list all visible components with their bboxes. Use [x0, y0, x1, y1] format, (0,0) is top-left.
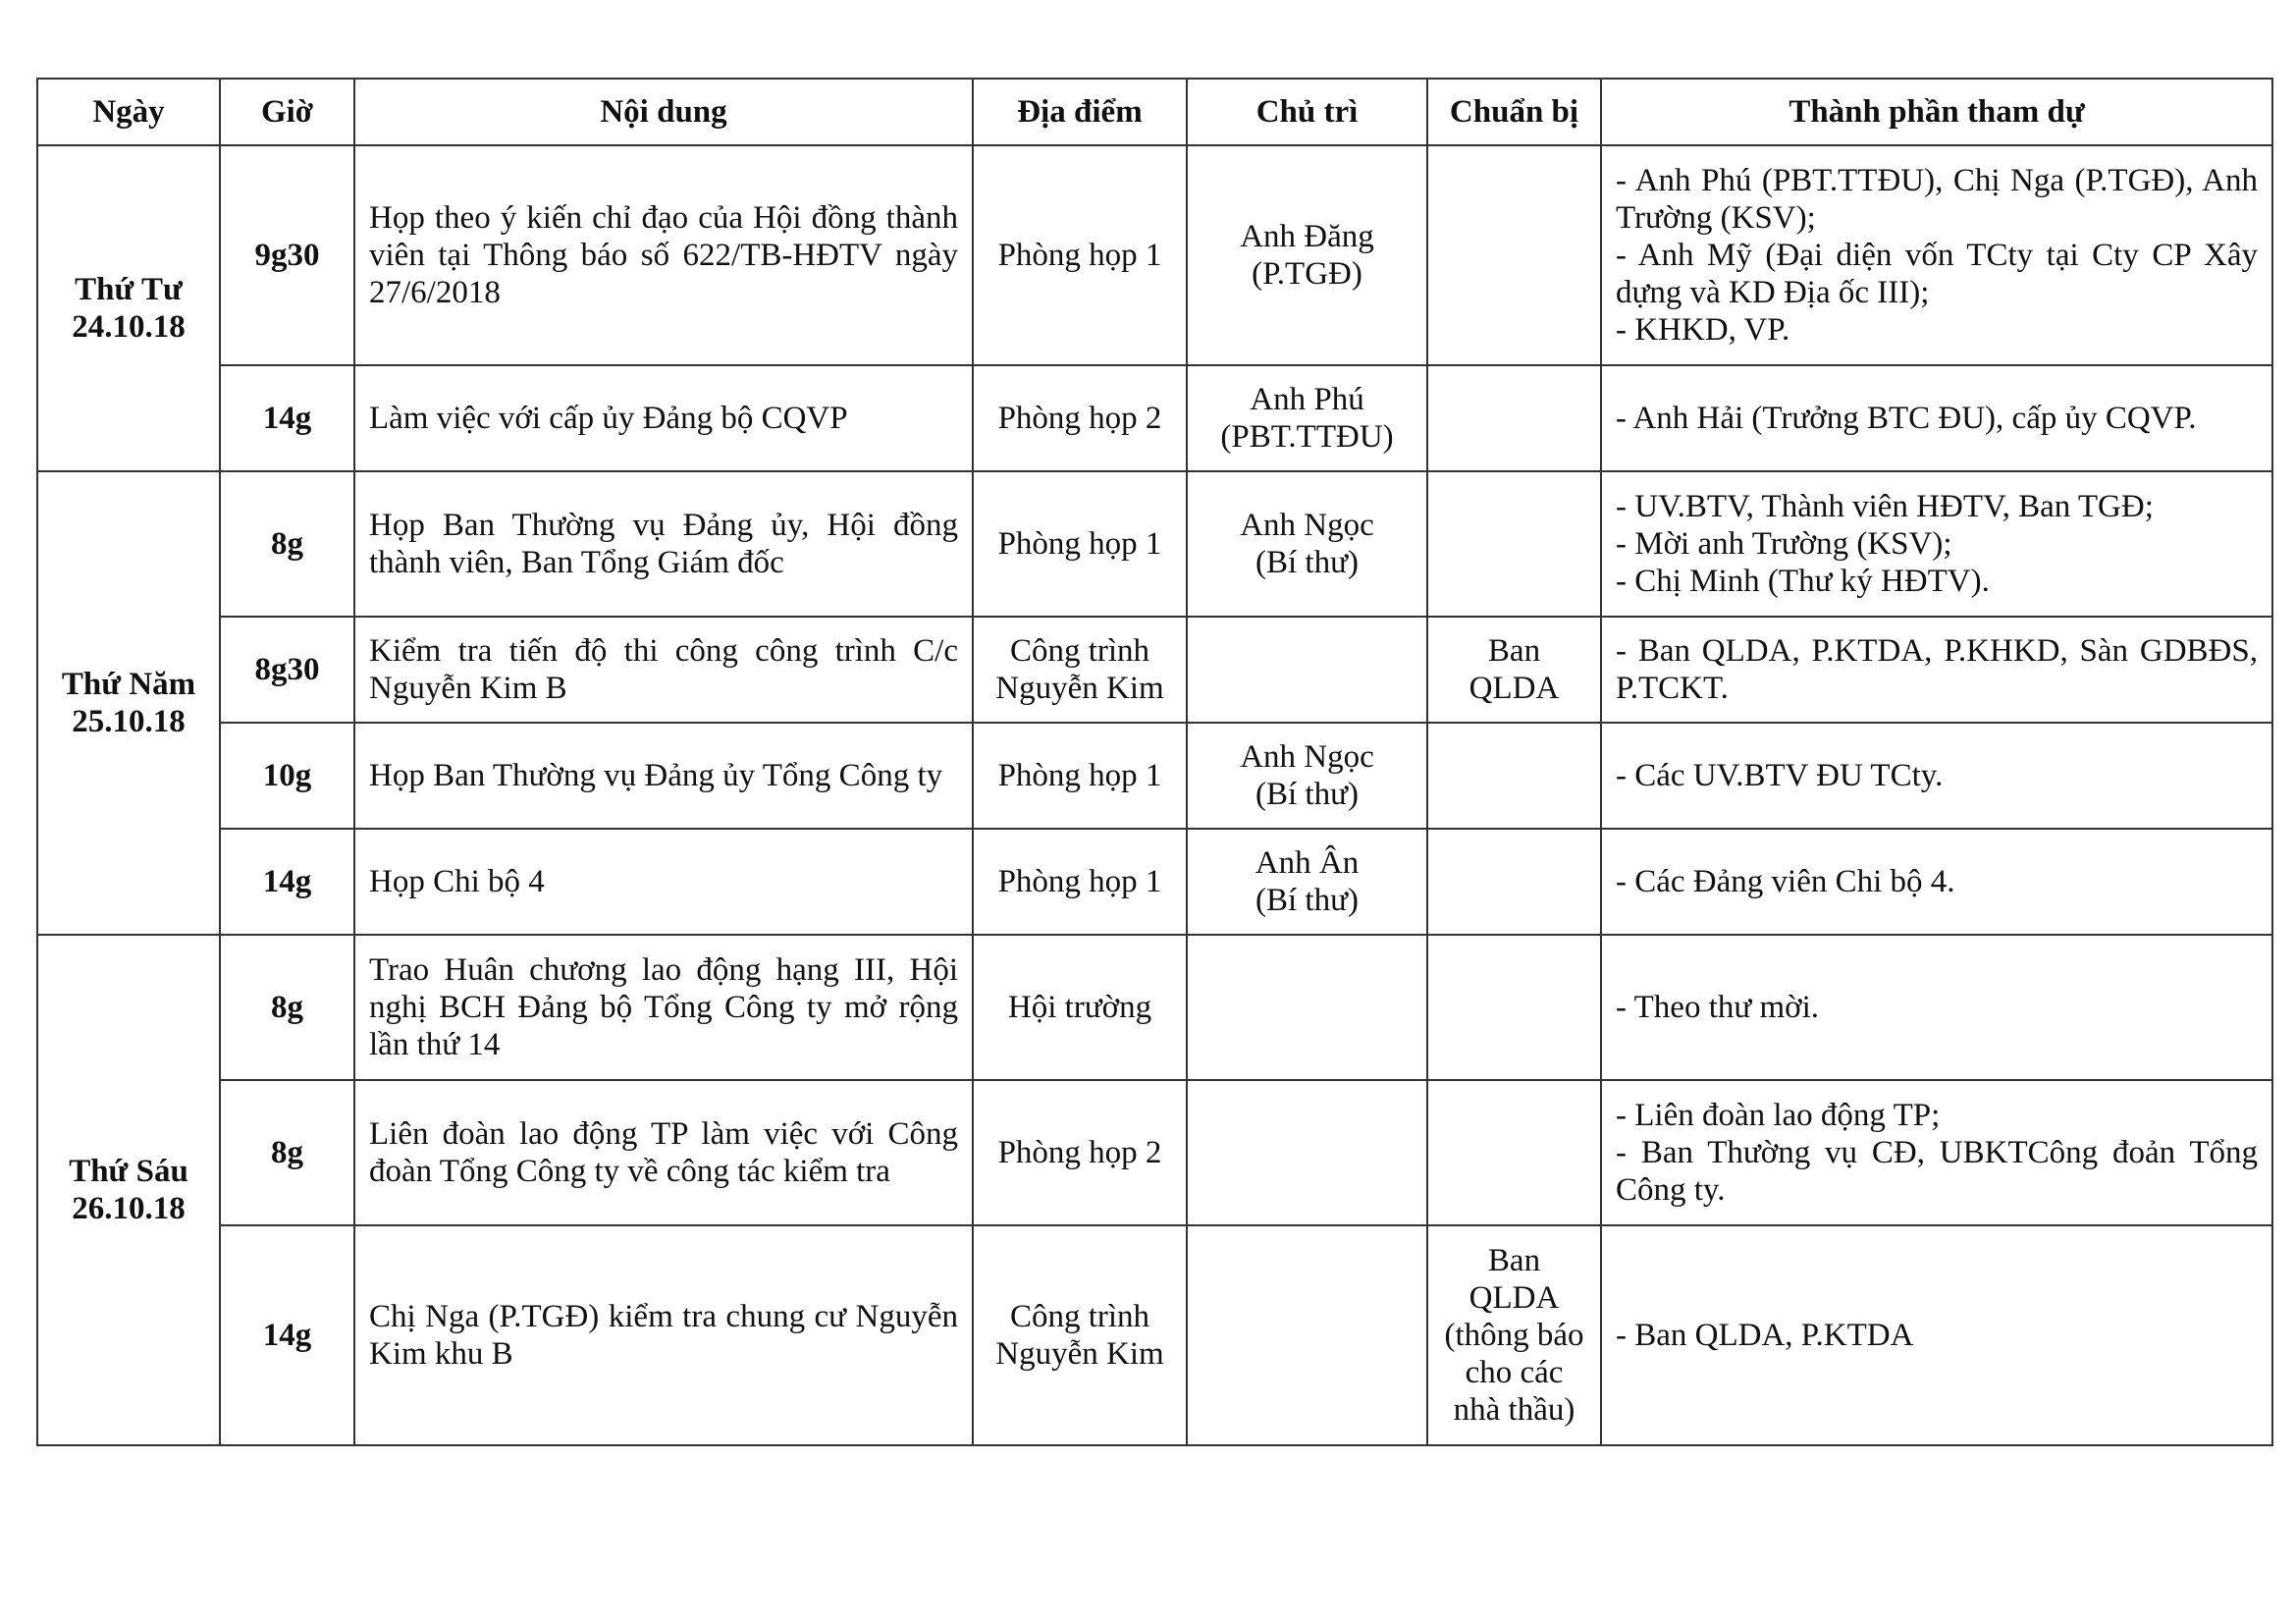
prep-cell — [1427, 365, 1601, 471]
content-cell: Kiểm tra tiến độ thi công công trình C/c Nguyễn Kim B — [354, 617, 973, 723]
location-cell: Phòng họp 2 — [973, 1080, 1187, 1225]
day-name: Thứ Tư — [75, 272, 183, 307]
content-cell: Trao Huân chương lao động hạng III, Hội nghị BCH Đảng bộ Tổng Công ty mở rộng lần thứ 14 — [354, 935, 973, 1080]
chair-cell — [1187, 145, 1427, 365]
chair-line: (PBT.TTĐU) — [1220, 419, 1394, 455]
header-content: Nội dung — [354, 79, 973, 145]
location-cell: Công trình Nguyễn Kim — [973, 1225, 1187, 1445]
prep-line: QLDA — [1468, 1280, 1560, 1316]
table-row — [37, 829, 2272, 935]
prep-cell — [1427, 617, 1601, 723]
table-row — [37, 471, 2272, 617]
chair-line: (Bí thư) — [1255, 777, 1359, 812]
attendee-line: - Chị Minh (Thư ký HĐTV). — [1616, 564, 1990, 599]
attendee-line: - Các Đảng viên Chi bộ 4. — [1616, 864, 1955, 899]
location-cell: Phòng họp 1 — [973, 723, 1187, 829]
header-attendees: Thành phần tham dự — [1601, 79, 2272, 145]
prep-cell — [1427, 723, 1601, 829]
time-cell: 10g — [220, 723, 354, 829]
chair-line: Anh Phú — [1250, 382, 1364, 417]
day-date: 26.10.18 — [72, 1191, 186, 1226]
day-cell — [37, 935, 220, 1445]
chair-line: Anh Ngọc — [1240, 508, 1374, 543]
chair-cell — [1187, 723, 1427, 829]
prep-cell — [1427, 829, 1601, 935]
content-cell: Họp Chi bộ 4 — [354, 829, 973, 935]
day-cell — [37, 471, 220, 935]
schedule-table — [36, 78, 2273, 1446]
location-cell: Hội trường — [973, 935, 1187, 1080]
attendees-cell — [1601, 365, 2272, 471]
prep-cell — [1427, 935, 1601, 1080]
prep-cell — [1427, 145, 1601, 365]
header-row — [37, 79, 2272, 145]
chair-line: Anh Đăng — [1240, 219, 1374, 254]
time-cell: 8g30 — [220, 617, 354, 723]
prep-cell — [1427, 471, 1601, 617]
day-name: Thứ Năm — [61, 667, 196, 702]
chair-cell — [1187, 935, 1427, 1080]
attendees-cell — [1601, 1225, 2272, 1445]
attendee-line: - Anh Phú (PBT.TTĐU), Chị Nga (P.TGĐ), Anh Trường (KSV); — [1616, 163, 2258, 236]
time-cell: 14g — [220, 365, 354, 471]
attendees-cell — [1601, 145, 2272, 365]
prep-line: Ban — [1487, 1243, 1541, 1278]
time-cell: 8g — [220, 935, 354, 1080]
attendees-cell — [1601, 617, 2272, 723]
chair-line: Anh Ngọc — [1240, 739, 1374, 775]
chair-cell — [1187, 471, 1427, 617]
time-cell: 8g — [220, 471, 354, 617]
header-chair: Chủ trì — [1187, 79, 1427, 145]
table-row — [37, 365, 2272, 471]
chair-line: (Bí thư) — [1255, 545, 1359, 580]
location-cell: Phòng họp 2 — [973, 365, 1187, 471]
content-cell: Chị Nga (P.TGĐ) kiểm tra chung cư Nguyễn Kim khu B — [354, 1225, 973, 1445]
table-row — [37, 1225, 2272, 1445]
day-date: 25.10.18 — [72, 704, 186, 739]
location-cell: Phòng họp 1 — [973, 145, 1187, 365]
day-date: 24.10.18 — [72, 309, 186, 345]
header-prep: Chuẩn bị — [1427, 79, 1601, 145]
time-cell: 14g — [220, 1225, 354, 1445]
content-cell: Họp Ban Thường vụ Đảng ủy Tổng Công ty — [354, 723, 973, 829]
table-row — [37, 723, 2272, 829]
prep-line: nhà thầu) — [1453, 1392, 1575, 1428]
header-time: Giờ — [220, 79, 354, 145]
attendee-line: - Ban QLDA, P.KTDA, P.KHKD, Sàn GDBĐS, P.TCKT. — [1616, 633, 2258, 706]
time-cell: 14g — [220, 829, 354, 935]
chair-line: (P.TGĐ) — [1252, 256, 1362, 292]
day-name: Thứ Sáu — [69, 1154, 188, 1189]
attendees-cell — [1601, 935, 2272, 1080]
attendees-cell — [1601, 829, 2272, 935]
attendee-line: - Mời anh Trường (KSV); — [1616, 526, 1952, 562]
attendees-cell — [1601, 1080, 2272, 1225]
header-location: Địa điểm — [973, 79, 1187, 145]
attendee-line: - Anh Mỹ (Đại diện vốn TCty tại Cty CP Xây dựng và KD Địa ốc III); — [1616, 238, 2258, 310]
chair-cell — [1187, 365, 1427, 471]
chair-cell — [1187, 617, 1427, 723]
time-cell: 8g — [220, 1080, 354, 1225]
prep-cell — [1427, 1225, 1601, 1445]
header-day: Ngày — [37, 79, 220, 145]
attendee-line: - KHKD, VP. — [1616, 312, 1790, 348]
schedule-body — [37, 145, 2272, 1445]
location-cell: Phòng họp 1 — [973, 829, 1187, 935]
prep-cell — [1427, 1080, 1601, 1225]
attendee-line: - Anh Hải (Trưởng BTC ĐU), cấp ủy CQVP. — [1616, 401, 2197, 436]
attendees-cell — [1601, 723, 2272, 829]
attendee-line: - Ban QLDA, P.KTDA — [1616, 1318, 1914, 1353]
attendee-line: - Ban Thường vụ CĐ, UBKTCông đoản Tổng Công ty. — [1616, 1135, 2258, 1208]
attendees-cell — [1601, 471, 2272, 617]
location-cell: Công trình Nguyễn Kim — [973, 617, 1187, 723]
prep-line: Ban — [1487, 633, 1541, 669]
table-row — [37, 935, 2272, 1080]
prep-line: (thông báo — [1444, 1318, 1584, 1353]
chair-cell — [1187, 1225, 1427, 1445]
attendee-line: - Liên đoàn lao động TP; — [1616, 1098, 1941, 1133]
content-cell: Làm việc với cấp ủy Đảng bộ CQVP — [354, 365, 973, 471]
chair-line: Anh Ân — [1255, 845, 1360, 881]
content-cell: Liên đoàn lao động TP làm việc với Công đoàn Tổng Công ty về công tác kiểm tra — [354, 1080, 973, 1225]
prep-line: QLDA — [1468, 671, 1560, 706]
chair-cell — [1187, 1080, 1427, 1225]
table-row — [37, 1080, 2272, 1225]
table-row — [37, 617, 2272, 723]
chair-line: (Bí thư) — [1255, 883, 1359, 918]
time-cell: 9g30 — [220, 145, 354, 365]
attendee-line: - Theo thư mời. — [1616, 990, 1820, 1025]
chair-cell — [1187, 829, 1427, 935]
location-cell: Phòng họp 1 — [973, 471, 1187, 617]
table-row — [37, 145, 2272, 365]
attendee-line: - Các UV.BTV ĐU TCty. — [1616, 758, 1944, 793]
content-cell: Họp theo ý kiến chỉ đạo của Hội đồng thành viên tại Thông báo số 622/TB-HĐTV ngày 27/6/2018 — [354, 145, 973, 365]
attendee-line: - UV.BTV, Thành viên HĐTV, Ban TGĐ; — [1616, 489, 2154, 524]
prep-line: cho các — [1465, 1355, 1564, 1390]
content-cell: Họp Ban Thường vụ Đảng ủy, Hội đồng thành viên, Ban Tổng Giám đốc — [354, 471, 973, 617]
day-cell — [37, 145, 220, 471]
